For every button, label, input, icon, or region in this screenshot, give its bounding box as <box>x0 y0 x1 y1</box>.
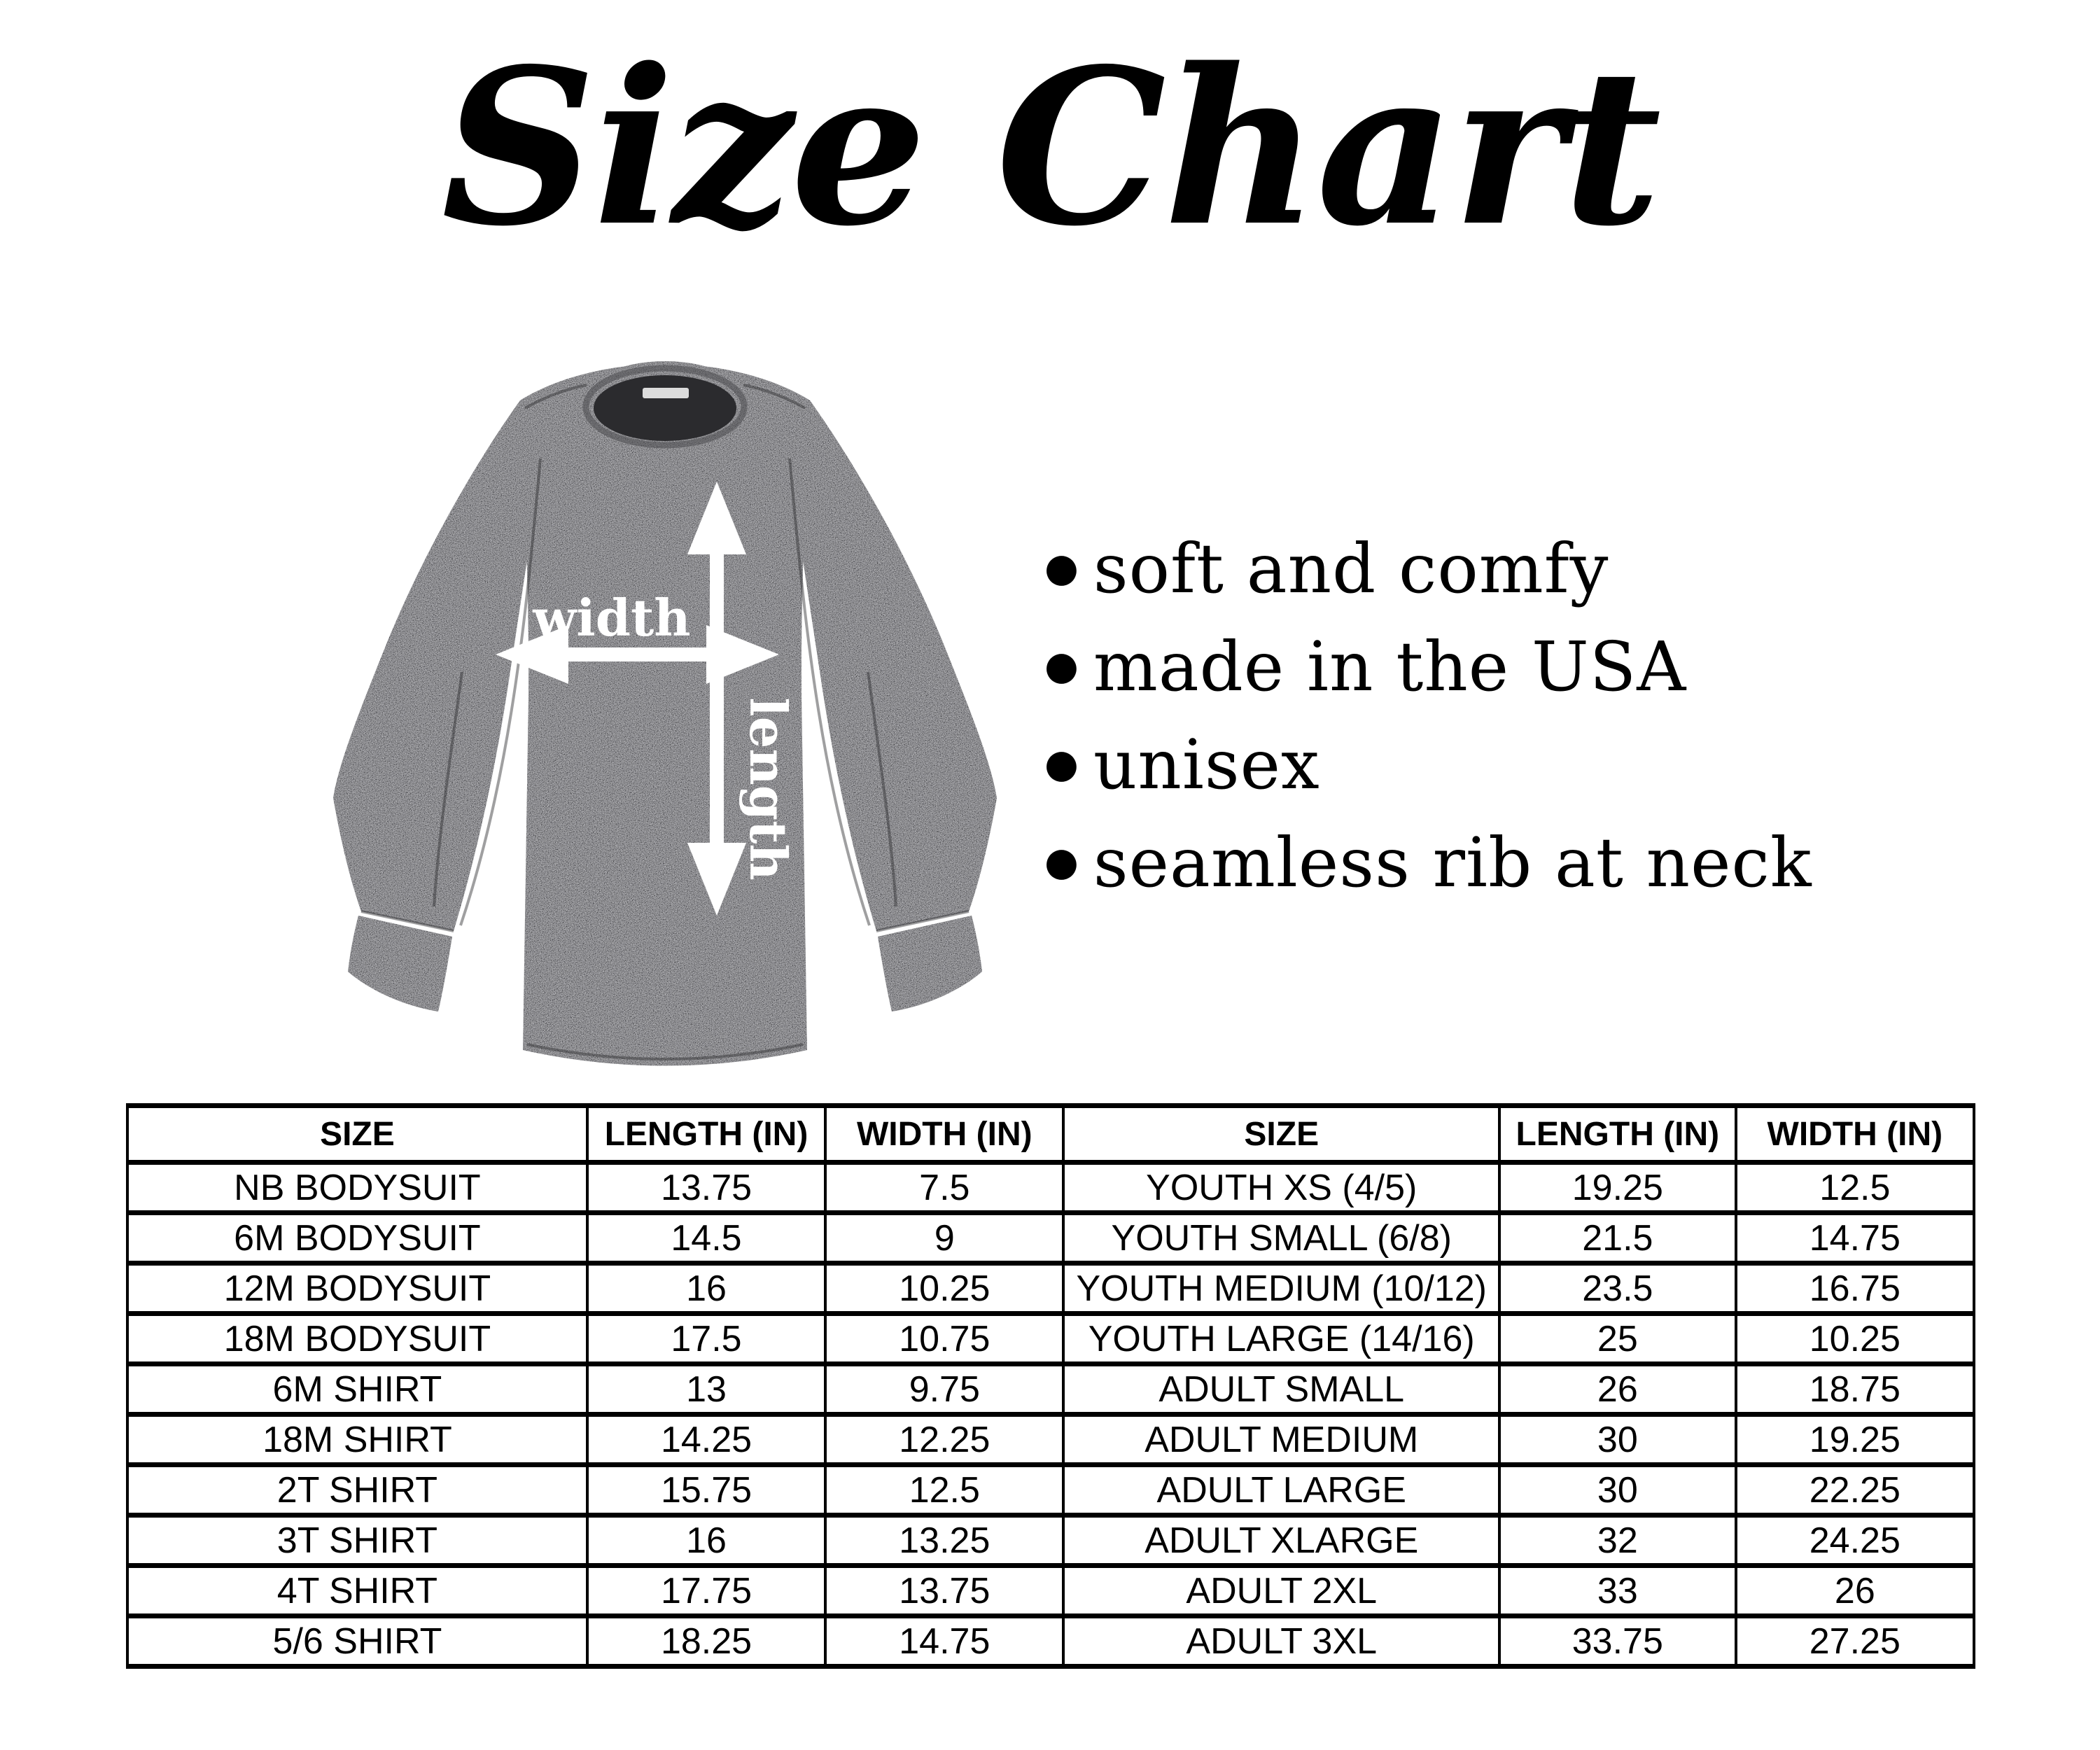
table-cell: 26 <box>1736 1566 1974 1616</box>
table-cell: 12.5 <box>1736 1163 1974 1213</box>
table-cell: 9 <box>825 1213 1063 1264</box>
table-cell: YOUTH LARGE (14/16) <box>1063 1314 1499 1364</box>
table-cell: 33.75 <box>1499 1616 1736 1667</box>
table-cell: 33 <box>1499 1566 1736 1616</box>
feature-item <box>1044 813 1812 911</box>
table-cell: 14.75 <box>825 1616 1063 1667</box>
table-row <box>127 1314 1974 1364</box>
table-cell: 16.75 <box>1736 1264 1974 1314</box>
table-cell: 27.25 <box>1736 1616 1974 1667</box>
column-header: LENGTH (IN) <box>1499 1106 1736 1163</box>
bullet-icon: ● <box>1044 545 1079 591</box>
table-cell: YOUTH SMALL (6/8) <box>1063 1213 1499 1264</box>
table-row <box>127 1516 1974 1566</box>
shirt-neck-tag <box>643 388 689 398</box>
feature-item <box>1044 617 1812 715</box>
width-arrow-label: width <box>533 588 691 648</box>
size-table-header <box>127 1106 1974 1163</box>
table-cell: ADULT MEDIUM <box>1063 1415 1499 1465</box>
table-cell: 18M BODYSUIT <box>127 1314 587 1364</box>
table-cell: ADULT 2XL <box>1063 1566 1499 1616</box>
table-cell: 18M SHIRT <box>127 1415 587 1465</box>
table-cell: 3T SHIRT <box>127 1516 587 1566</box>
feature-text: unisex <box>1093 724 1320 804</box>
table-cell: 30 <box>1499 1415 1736 1465</box>
table-cell: 12M BODYSUIT <box>127 1264 587 1314</box>
table-cell: ADULT LARGE <box>1063 1465 1499 1516</box>
table-cell: 16 <box>587 1264 825 1314</box>
table-row <box>127 1163 1974 1213</box>
table-cell: 13.25 <box>825 1516 1063 1566</box>
table-cell: 18.75 <box>1736 1364 1974 1415</box>
feature-list <box>1044 519 1812 911</box>
table-cell: 26 <box>1499 1364 1736 1415</box>
column-header: WIDTH (IN) <box>825 1106 1063 1163</box>
table-row <box>127 1616 1974 1667</box>
feature-text: soft and comfy <box>1093 528 1609 608</box>
table-row <box>127 1465 1974 1516</box>
page-title: Size Chart <box>441 22 1659 274</box>
table-cell: 6M BODYSUIT <box>127 1213 587 1264</box>
table-cell: 17.75 <box>587 1566 825 1616</box>
shirt-right-cuff <box>878 916 982 1011</box>
shirt-left-cuff <box>348 916 452 1011</box>
table-cell: 19.25 <box>1499 1163 1736 1213</box>
table-cell: ADULT SMALL <box>1063 1364 1499 1415</box>
bullet-icon: ● <box>1044 741 1079 787</box>
table-cell: 10.25 <box>1736 1314 1974 1364</box>
shirt-collar-inner <box>594 375 736 441</box>
header-row <box>127 1106 1974 1163</box>
column-header: LENGTH (IN) <box>587 1106 825 1163</box>
table-cell: YOUTH MEDIUM (10/12) <box>1063 1264 1499 1314</box>
table-cell: 19.25 <box>1736 1415 1974 1465</box>
size-table-wrap <box>126 1103 1975 1669</box>
table-cell: YOUTH XS (4/5) <box>1063 1163 1499 1213</box>
table-cell: 21.5 <box>1499 1213 1736 1264</box>
feature-item <box>1044 519 1812 617</box>
table-cell: 2T SHIRT <box>127 1465 587 1516</box>
column-header: SIZE <box>1063 1106 1499 1163</box>
table-cell: 14.5 <box>587 1213 825 1264</box>
shirt-size-diagram <box>315 308 1015 1092</box>
bullet-icon: ● <box>1044 839 1079 885</box>
feature-item <box>1044 715 1812 813</box>
table-cell: 14.25 <box>587 1415 825 1465</box>
table-cell: 24.25 <box>1736 1516 1974 1566</box>
column-header: WIDTH (IN) <box>1736 1106 1974 1163</box>
shirt-svg <box>315 308 1015 1092</box>
table-cell: 15.75 <box>587 1465 825 1516</box>
table-cell: 18.25 <box>587 1616 825 1667</box>
table-cell: ADULT XLARGE <box>1063 1516 1499 1566</box>
table-cell: 10.75 <box>825 1314 1063 1364</box>
table-cell: ADULT 3XL <box>1063 1616 1499 1667</box>
table-cell: 6M SHIRT <box>127 1364 587 1415</box>
table-cell: 10.25 <box>825 1264 1063 1314</box>
table-cell: 22.25 <box>1736 1465 1974 1516</box>
table-cell: 17.5 <box>587 1314 825 1364</box>
table-cell: 9.75 <box>825 1364 1063 1415</box>
table-cell: 32 <box>1499 1516 1736 1566</box>
feature-text: made in the USA <box>1093 626 1687 706</box>
table-cell: 30 <box>1499 1465 1736 1516</box>
table-row <box>127 1415 1974 1465</box>
table-cell: 14.75 <box>1736 1213 1974 1264</box>
table-cell: 7.5 <box>825 1163 1063 1213</box>
table-row <box>127 1364 1974 1415</box>
table-cell: 13 <box>587 1364 825 1415</box>
feature-text: seamless rib at neck <box>1093 822 1812 902</box>
shirt-graphic <box>333 361 997 1066</box>
table-cell: 12.25 <box>825 1415 1063 1465</box>
bullet-icon: ● <box>1044 643 1079 689</box>
table-cell: 13.75 <box>587 1163 825 1213</box>
table-row <box>127 1566 1974 1616</box>
table-row <box>127 1264 1974 1314</box>
table-cell: 25 <box>1499 1314 1736 1364</box>
size-table-body <box>127 1163 1974 1667</box>
table-row <box>127 1213 1974 1264</box>
size-table <box>126 1103 1975 1669</box>
table-cell: 16 <box>587 1516 825 1566</box>
table-cell: 12.5 <box>825 1465 1063 1516</box>
table-cell: 23.5 <box>1499 1264 1736 1314</box>
table-cell: 13.75 <box>825 1566 1063 1616</box>
column-header: SIZE <box>127 1106 587 1163</box>
table-cell: NB BODYSUIT <box>127 1163 587 1213</box>
table-cell: 5/6 SHIRT <box>127 1616 587 1667</box>
length-arrow-label: length <box>738 697 798 881</box>
table-cell: 4T SHIRT <box>127 1566 587 1616</box>
